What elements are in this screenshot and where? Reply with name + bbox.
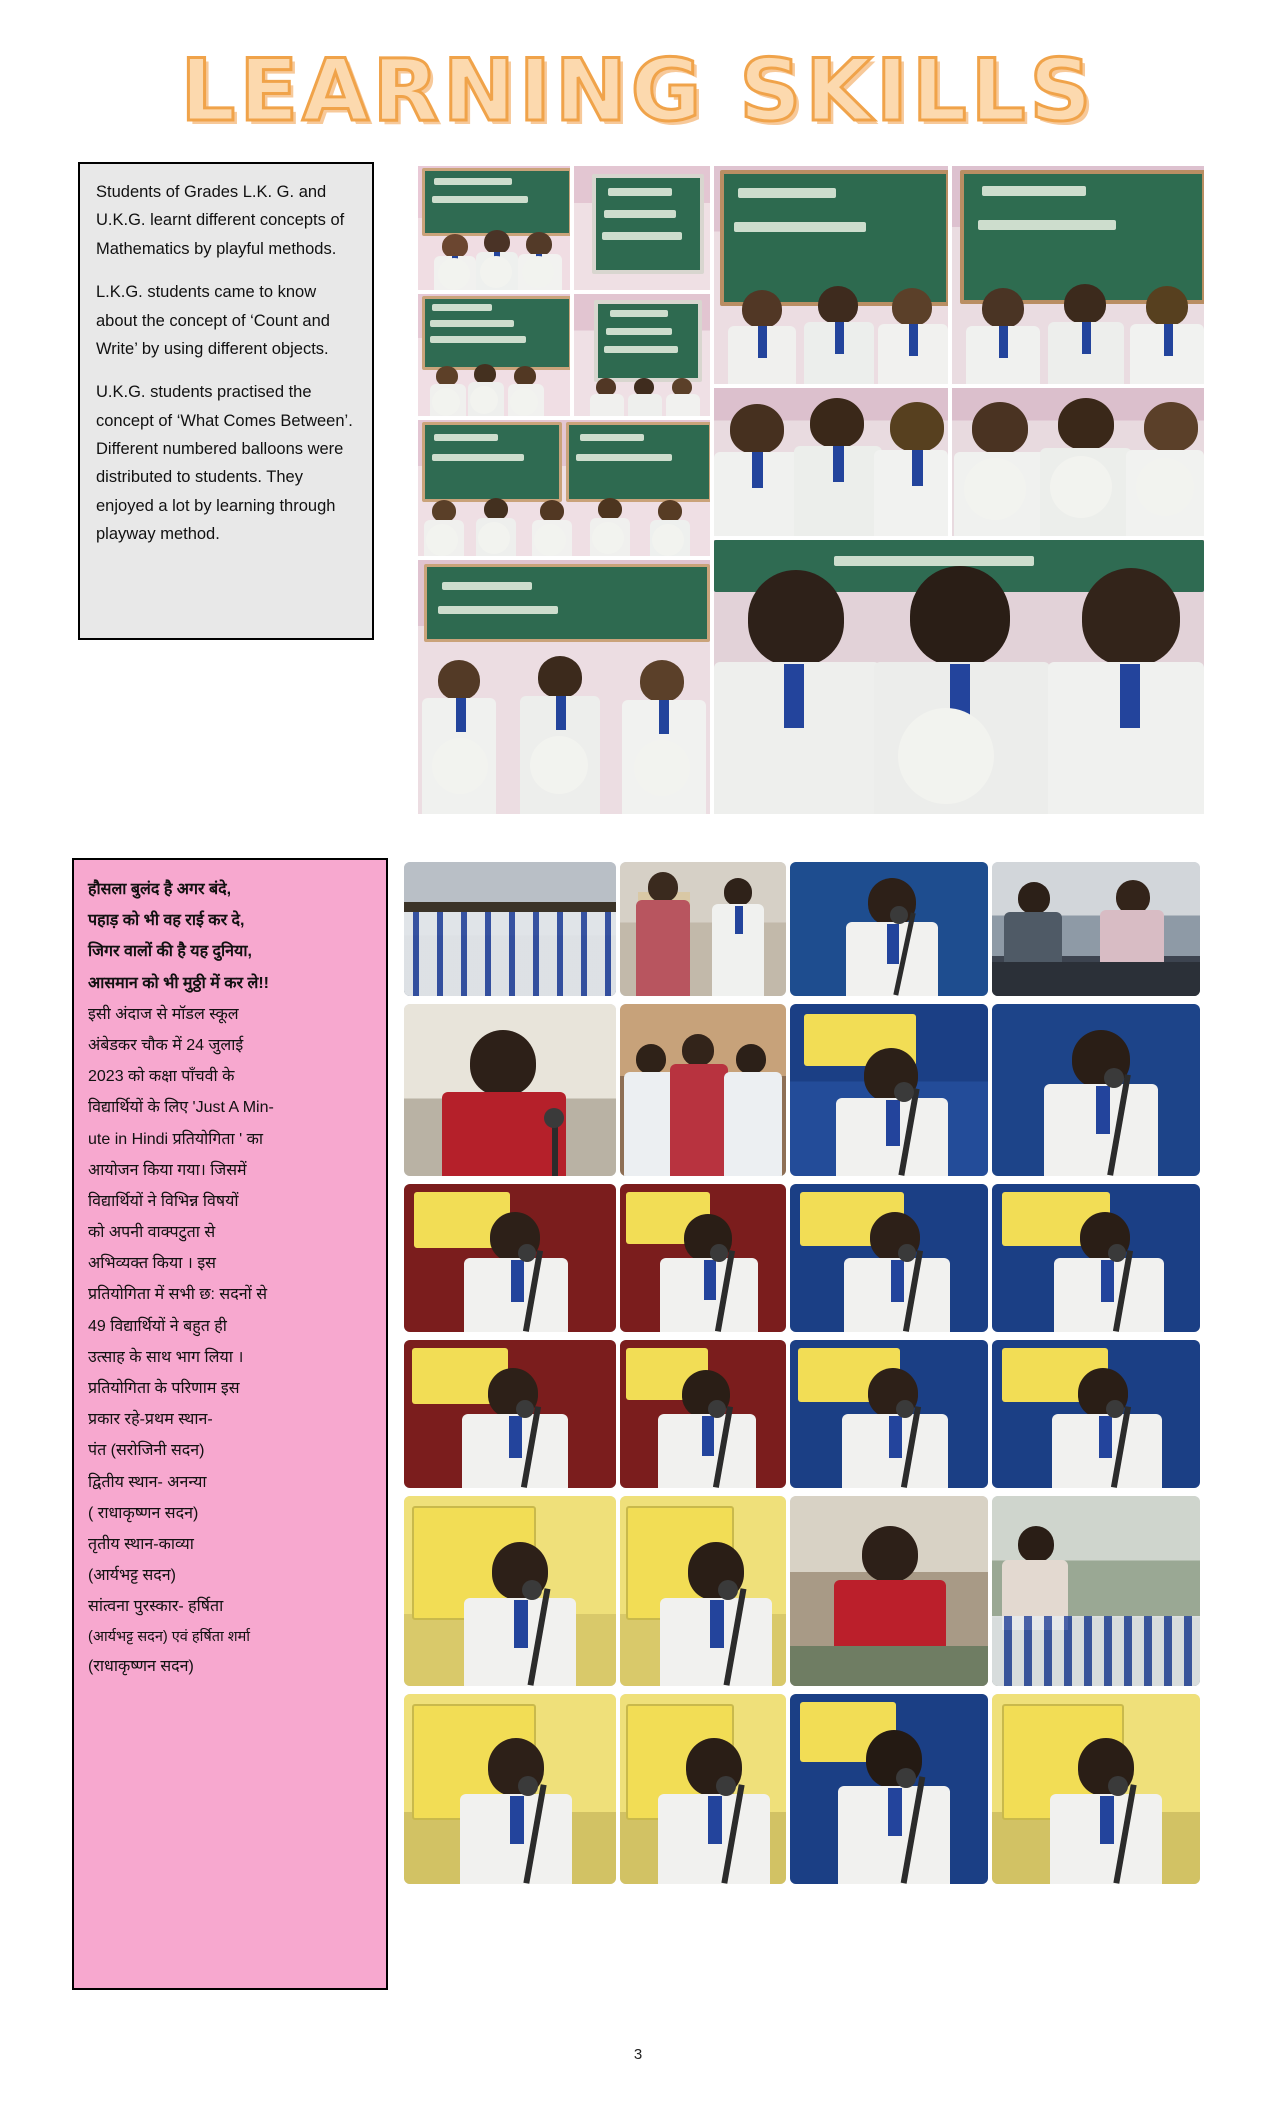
photo <box>620 862 786 996</box>
photo <box>790 1496 988 1686</box>
report-line: 49 विद्यार्थियों ने बहुत ही <box>88 1317 227 1335</box>
photo <box>992 1694 1200 1884</box>
report-block <box>88 999 374 1682</box>
photo <box>574 166 710 290</box>
report-line: उत्साह के साथ भाग लिया । <box>88 1348 244 1366</box>
report-line: सांत्वना पुरस्कार- हर्षिता <box>88 1598 224 1616</box>
photo <box>992 862 1200 996</box>
report-line: इसी अंदाज से मॉडल स्कूल <box>88 1005 239 1023</box>
photo <box>790 1340 988 1488</box>
photo <box>790 862 988 996</box>
poem-line: आसमान को भी मुठ्ठी में कर ले!! <box>88 974 270 992</box>
photo <box>418 560 710 814</box>
learning-skills-paragraph: Students of Grades L.K. G. and U.K.G. learnt different concepts of Mathematics by playful methods. <box>96 183 345 258</box>
photo <box>620 1004 786 1176</box>
report-line: प्रतियोगिता में सभी छ: सदनों से <box>88 1286 268 1304</box>
report-line: अभिव्यक्त किया । इस <box>88 1255 216 1273</box>
photo <box>992 1496 1200 1686</box>
learning-skills-paragraph: U.K.G. students practised the concept of ‘What Comes Between’. Different numbered balloons were distributed to students. They enjoyed a lot by learning through playway method. <box>96 383 353 544</box>
photo <box>404 1184 616 1332</box>
report-line: विद्यार्थियों ने विभिन्न विषयों <box>88 1192 239 1210</box>
report-line: (आर्यभट्ट सदन) एवं हर्षिता शर्मा <box>88 1628 251 1645</box>
learning-skills-paragraph: L.K.G. students came to know about the concept of ‘Count and Write’ by using different objects. <box>96 283 330 358</box>
report-line: (आर्यभट्ट सदन) <box>88 1567 176 1585</box>
photo <box>404 862 616 996</box>
photo <box>992 1004 1200 1176</box>
photo <box>404 1694 616 1884</box>
report-line: द्वितीय स्थान- अनन्या <box>88 1473 207 1491</box>
report-line: ute in Hindi प्रतियोगिता ' का <box>88 1130 264 1148</box>
photo <box>714 166 948 384</box>
photo <box>620 1340 786 1488</box>
report-line: प्रकार रहे-प्रथम स्थान- <box>88 1411 213 1429</box>
photo <box>952 166 1204 384</box>
photo <box>620 1184 786 1332</box>
poem-line: जिगर वालों की है यह दुनिया, <box>88 943 252 961</box>
photo <box>574 294 710 416</box>
photo <box>790 1004 988 1176</box>
photo <box>992 1184 1200 1332</box>
photo <box>418 166 570 290</box>
photo <box>620 1694 786 1884</box>
report-line: विद्यार्थियों के लिए 'Just A Min- <box>88 1099 274 1117</box>
photo <box>418 420 710 556</box>
report-line: (राधाकृष्णन सदन) <box>88 1657 194 1675</box>
poem-block <box>88 874 374 999</box>
photo <box>404 1496 616 1686</box>
report-line: आयोजन किया गया। जिसमें <box>88 1161 247 1179</box>
photo <box>790 1694 988 1884</box>
just-a-minute-photo-collage <box>398 862 1206 1992</box>
report-line: ( राधाकृष्णन सदन) <box>88 1504 199 1522</box>
photo <box>952 388 1204 536</box>
poem-line: पहाड़ को भी वह राई कर दे, <box>88 912 245 930</box>
photo <box>992 1340 1200 1488</box>
report-line: 2023 को कक्षा पाँचवी के <box>88 1068 235 1086</box>
just-a-minute-text-box <box>72 858 388 1990</box>
page-title: LEARNING SKILLS <box>180 41 1096 141</box>
photo <box>404 1340 616 1488</box>
photo <box>714 540 1204 814</box>
poem-line: हौसला बुलंद है अगर बंदे, <box>88 881 232 898</box>
learning-skills-text-box <box>78 162 374 640</box>
photo <box>418 294 570 416</box>
report-line: अंबेडकर चौक में 24 जुलाई <box>88 1036 244 1054</box>
report-line: पंत (सरोजिनी सदन) <box>88 1442 205 1460</box>
page-number: 3 <box>633 2046 643 2063</box>
photo <box>790 1184 988 1332</box>
report-line: प्रतियोगिता के परिणाम इस <box>88 1380 240 1397</box>
report-line: तृतीय स्थान-काव्या <box>88 1535 194 1553</box>
photo <box>714 388 948 536</box>
photo <box>404 1004 616 1176</box>
report-line: को अपनी वाक्पटुता से <box>88 1224 216 1242</box>
learning-skills-photo-collage <box>418 166 1204 814</box>
photo <box>620 1496 786 1686</box>
